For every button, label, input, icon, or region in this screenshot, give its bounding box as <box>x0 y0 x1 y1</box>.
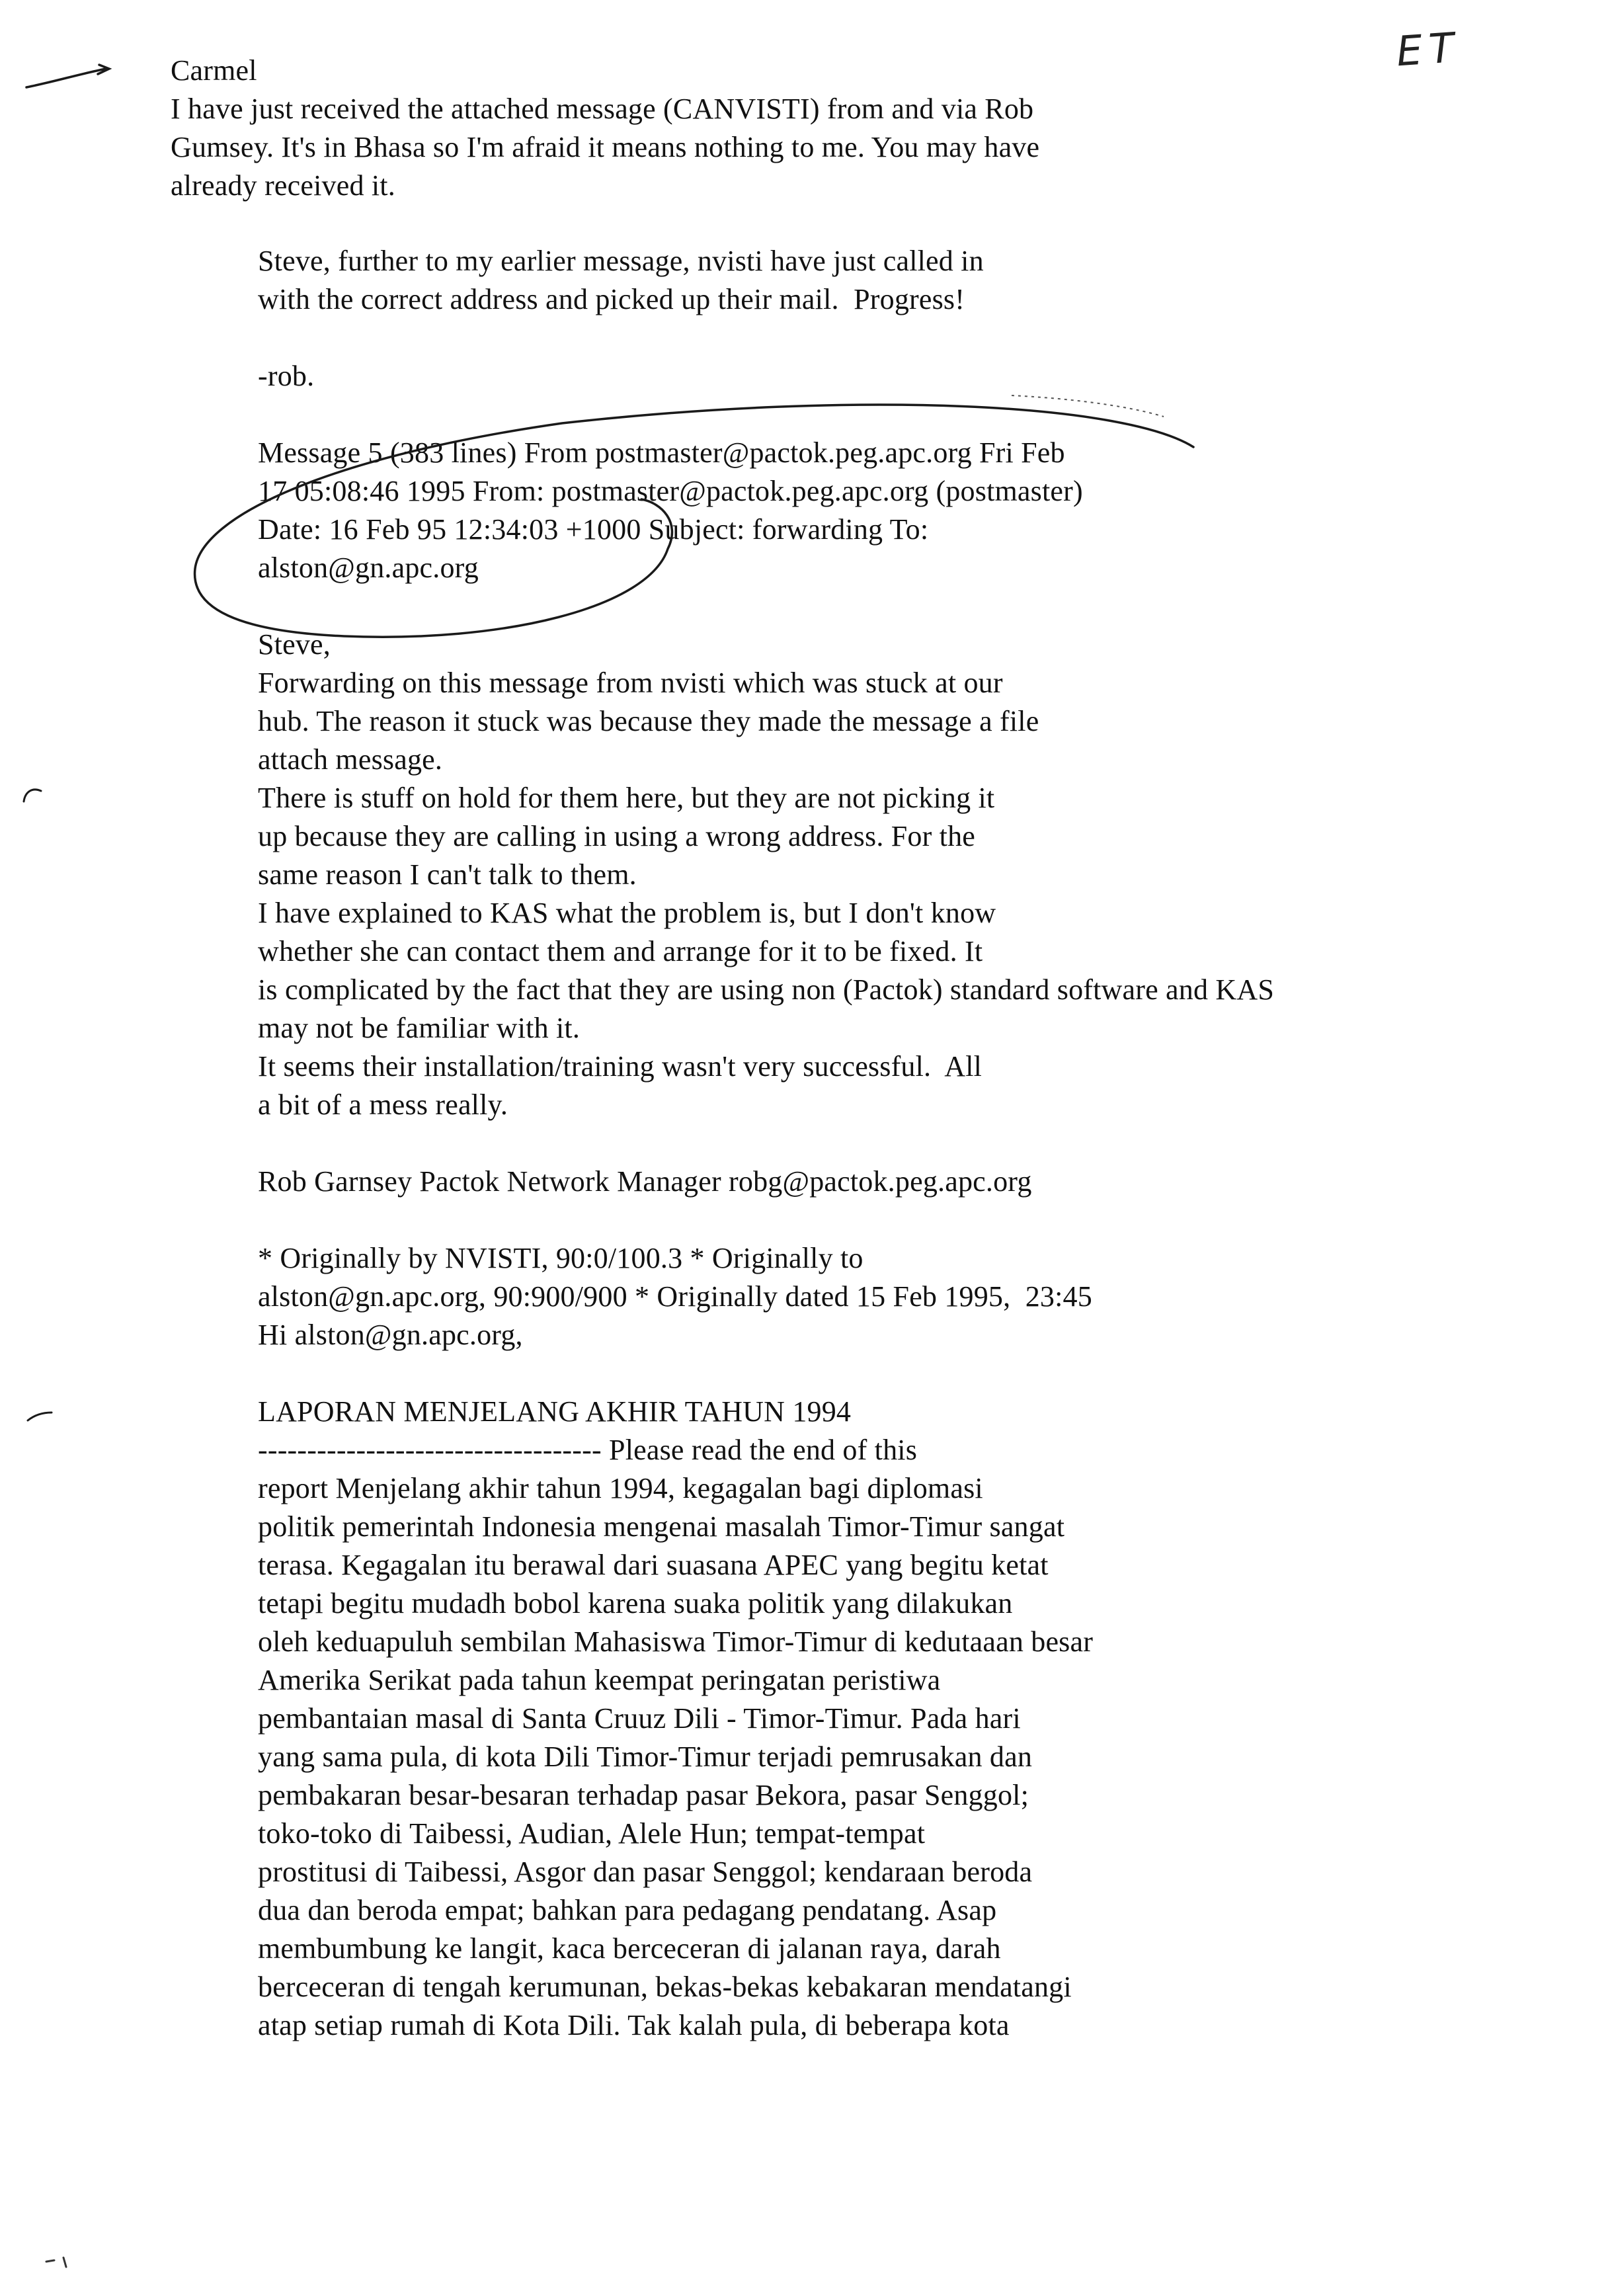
report-line: terasa. Kegagalan itu berawal dari suasana APEC yang begitu ketat <box>258 1549 1049 1581</box>
salutation: Carmel <box>171 54 257 87</box>
margin-tick-mark <box>28 1413 52 1420</box>
report-line: report Menjelang akhir tahun 1994, kegagalan bagi diplomasi <box>258 1472 983 1504</box>
margin-dash-mark <box>1012 395 1164 417</box>
forward-line: attach message. <box>258 743 443 776</box>
origin-line: Hi alston@gn.apc.org, <box>258 1319 523 1351</box>
forward-line: It seems their installation/training wasn't very successful. All <box>258 1050 983 1083</box>
message-header-line: Date: 16 Feb 95 12:34:03 +1000 Subject: forwarding To: <box>258 513 929 546</box>
forward-line: up because they are calling in using a wrong address. For the <box>258 820 976 852</box>
report-line: toko-toko di Taibessi, Audian, Alele Hun; tempat-tempat <box>258 1817 926 1850</box>
report-line: atap setiap rumah di Kota Dili. Tak kalah pula, di beberapa kota <box>258 2009 1010 2041</box>
cover-note-line: I have just received the attached message (CANVISTI) from and via Rob <box>171 93 1034 125</box>
corner-speck-mark <box>46 2258 66 2267</box>
hand-arrow-mark <box>26 65 109 87</box>
rob-note-line: with the correct address and picked up their mail. Progress! <box>258 283 965 315</box>
rob-signoff: -rob. <box>258 360 315 392</box>
report-line: berceceran di tengah kerumunan, bekas-bekas kebakaran mendatangi <box>258 1971 1072 2003</box>
forward-greeting: Steve, <box>258 628 331 661</box>
report-line: prostitusi di Taibessi, Asgor dan pasar Senggol; kendaraan beroda <box>258 1856 1033 1888</box>
report-line: oleh keduapuluh sembilan Mahasiswa Timor-Timur di kedutaaan besar <box>258 1625 1094 1658</box>
report-line: yang sama pula, di kota Dili Timor-Timur terjadi pemrusakan dan <box>258 1741 1033 1773</box>
report-rule-line: ----------------------------------- Please read the end of this <box>258 1434 918 1466</box>
forward-line: same reason I can't talk to them. <box>258 858 637 891</box>
report-line: politik pemerintah Indonesia mengenai masalah Timor-Timur sangat <box>258 1510 1065 1543</box>
handwritten-initials: ET <box>1394 22 1463 76</box>
forward-line: is complicated by the fact that they are using non (Pactok) standard software and KAS <box>258 973 1274 1006</box>
report-line: membumbung ke langit, kaca berceceran di jalanan raya, darah <box>258 1932 1001 1965</box>
forward-line: Forwarding on this message from nvisti which was stuck at our <box>258 667 1003 699</box>
forward-line: a bit of a mess really. <box>258 1088 508 1121</box>
rob-note-line: Steve, further to my earlier message, nvisti have just called in <box>258 245 984 277</box>
cover-note-line: Gumsey. It's in Bhasa so I'm afraid it means nothing to me. You may have <box>171 131 1040 163</box>
forward-signature: Rob Garnsey Pactok Network Manager robg@pactok.peg.apc.org <box>258 1165 1032 1198</box>
forward-line: hub. The reason it stuck was because they made the message a file <box>258 705 1039 737</box>
forward-line: There is stuff on hold for them here, but they are not picking it <box>258 782 995 814</box>
report-title: LAPORAN MENJELANG AKHIR TAHUN 1994 <box>258 1395 852 1428</box>
report-line: Amerika Serikat pada tahun keempat peringatan peristiwa <box>258 1664 941 1696</box>
cover-note-line: already received it. <box>171 169 395 202</box>
report-line: dua dan beroda empat; bahkan para pedagang pendatang. Asap <box>258 1894 997 1926</box>
hand-circle-mark <box>195 405 1193 637</box>
origin-line: * Originally by NVISTI, 90:0/100.3 * Originally to <box>258 1242 864 1274</box>
forward-line: whether she can contact them and arrange for it to be fixed. It <box>258 935 983 967</box>
margin-bracket-mark <box>24 790 41 801</box>
report-line: tetapi begitu mudadh bobol karena suaka politik yang dilakukan <box>258 1587 1013 1620</box>
message-header-line: 17 05:08:46 1995 From: postmaster@pactok.peg.apc.org (postmaster) <box>258 475 1083 507</box>
forward-line: I have explained to KAS what the problem is, but I don't know <box>258 897 996 929</box>
message-header-line: Message 5 (383 lines) From postmaster@pactok.peg.apc.org Fri Feb <box>258 436 1065 469</box>
report-line: pembantaian masal di Santa Cruuz Dili - Timor-Timur. Pada hari <box>258 1702 1021 1735</box>
origin-line: alston@gn.apc.org, 90:900/900 * Originally dated 15 Feb 1995, 23:45 <box>258 1280 1092 1313</box>
message-header-line: alston@gn.apc.org <box>258 552 479 584</box>
report-line: pembakaran besar-besaran terhadap pasar Bekora, pasar Senggol; <box>258 1779 1029 1811</box>
forward-line: may not be familiar with it. <box>258 1012 581 1044</box>
